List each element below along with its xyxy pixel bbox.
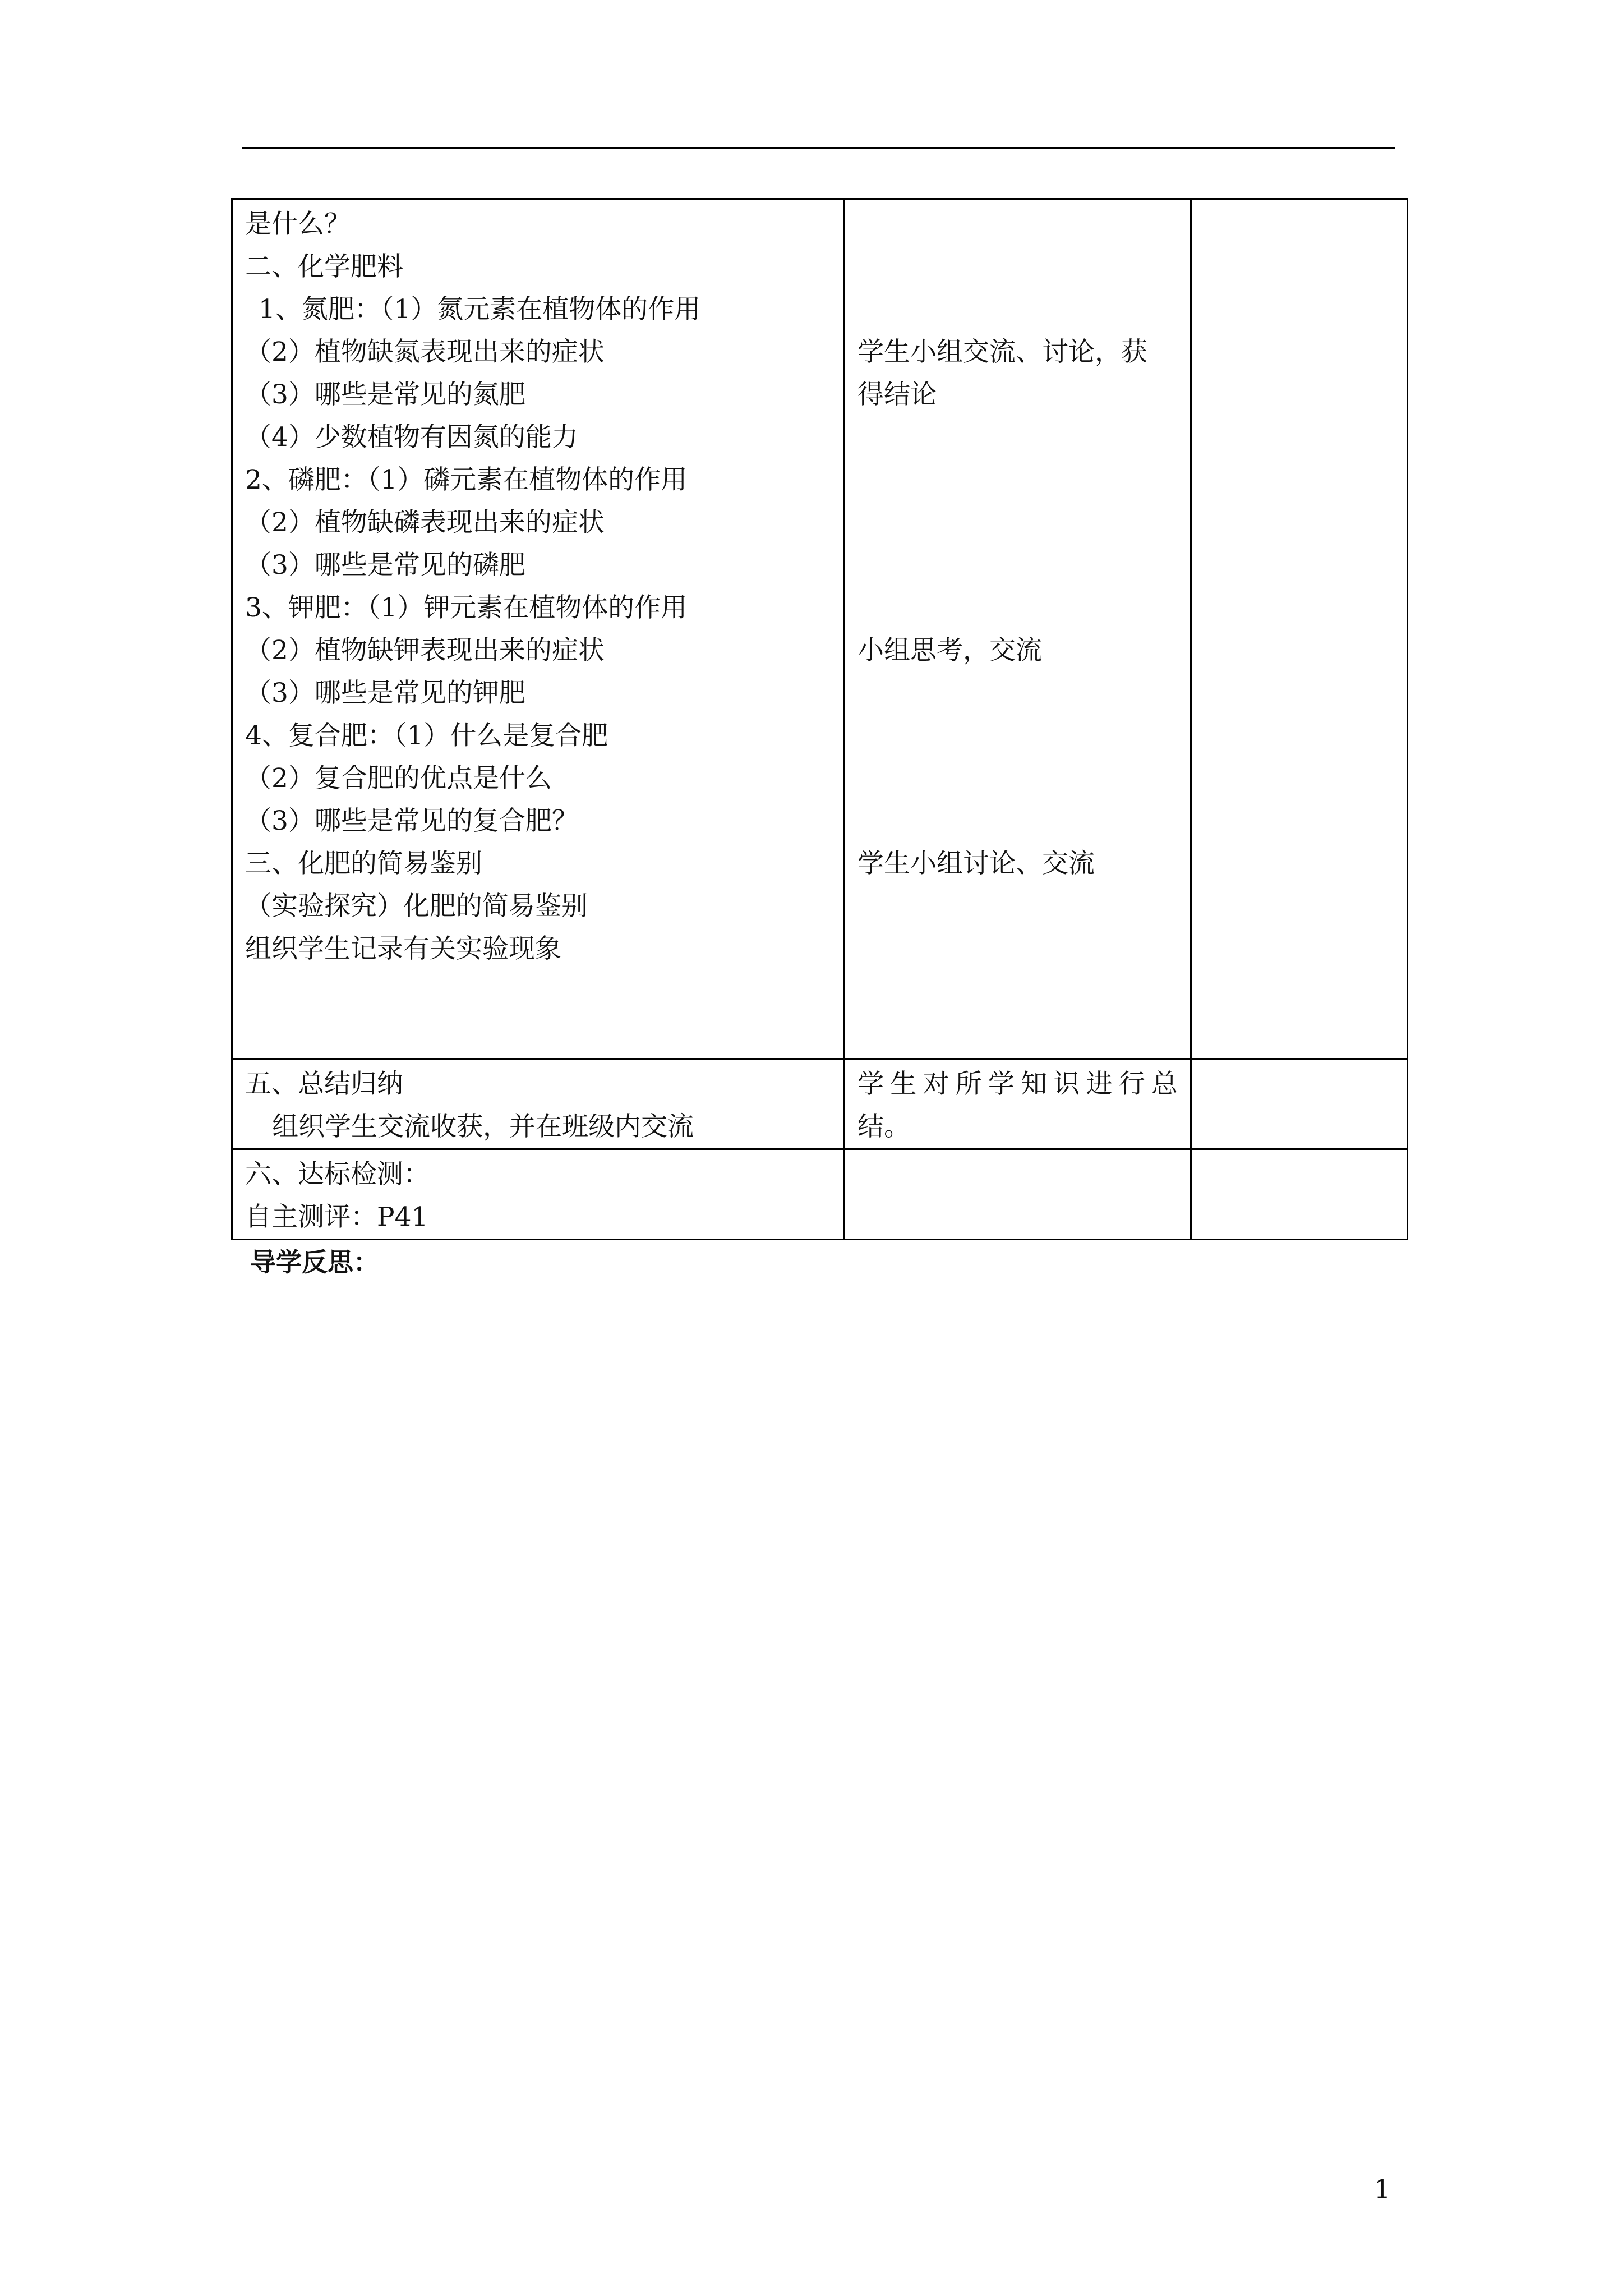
spacer <box>857 203 1178 331</box>
text-line: 4、复合肥：（1）什么是复合肥 <box>245 720 608 751</box>
text-line: （2）复合肥的优点是什么 <box>245 763 552 794</box>
section-heading: 五、总结归纳 <box>245 1069 403 1099</box>
text-line: （3）哪些是常见的磷肥 <box>245 550 525 581</box>
text-line: 得结论 <box>857 379 937 410</box>
text-line: （3）哪些是常见的氮肥 <box>245 379 525 410</box>
lesson-table <box>231 198 1408 1240</box>
table-row <box>232 1059 1408 1149</box>
text-line: 1、氮肥：（1）氮元素在植物体的作用 <box>259 294 701 325</box>
text-line: 学生小组交流、讨论，获 <box>857 337 1147 367</box>
header-rule <box>242 147 1395 149</box>
section-heading: 二、化学肥料 <box>245 251 403 282</box>
teacher-activity-cell <box>232 199 845 1059</box>
text-line: 小组思考，交流 <box>857 635 1042 666</box>
text-line: （3）哪些是常见的钾肥 <box>245 678 525 708</box>
text-line: （实验探究）化肥的简易鉴别 <box>245 891 588 922</box>
page-number: 1 <box>1374 2174 1391 2204</box>
notes-cell <box>1191 199 1408 1059</box>
text-line: （4）少数植物有因氮的能力 <box>245 422 578 453</box>
text-line: 组织学生交流收获，并在班级内交流 <box>272 1111 694 1142</box>
section-heading: 六、达标检测： <box>245 1159 430 1190</box>
text-line: 3、钾肥：（1）钾元素在植物体的作用 <box>245 592 688 623</box>
text-line: （3）哪些是常见的复合肥？ <box>245 806 578 836</box>
table-row <box>232 1149 1408 1240</box>
text-line: （2）植物缺磷表现出来的症状 <box>245 507 605 538</box>
text-line: 是什么？ <box>245 209 351 240</box>
section-heading: 三、化肥的简易鉴别 <box>245 848 482 879</box>
student-activity-cell <box>845 199 1191 1059</box>
spacer <box>857 672 1178 843</box>
text-line: 2、磷肥：（1）磷元素在植物体的作用 <box>245 464 688 495</box>
notes-cell <box>1191 1059 1408 1149</box>
student-activity-cell <box>845 1149 1191 1240</box>
spacer <box>857 416 1178 629</box>
teacher-activity-cell <box>232 1059 845 1149</box>
text-line: （2）植物缺钾表现出来的症状 <box>245 635 605 666</box>
text-line: 组织学生记录有关实验现象 <box>245 933 561 964</box>
text-line: 结。 <box>857 1111 910 1142</box>
text-line: 学生对所学知识进行总 <box>857 1069 1178 1099</box>
student-activity-cell <box>845 1059 1191 1149</box>
text-line: 学生小组讨论、交流 <box>857 848 1095 879</box>
reflection-label: 导学反思： <box>250 1247 379 1277</box>
text-line: 自主测评：P41 <box>245 1202 428 1232</box>
text-line: （2）植物缺氮表现出来的症状 <box>245 337 605 367</box>
notes-cell <box>1191 1149 1408 1240</box>
teacher-activity-cell <box>232 1149 845 1240</box>
table-row <box>232 199 1408 1059</box>
